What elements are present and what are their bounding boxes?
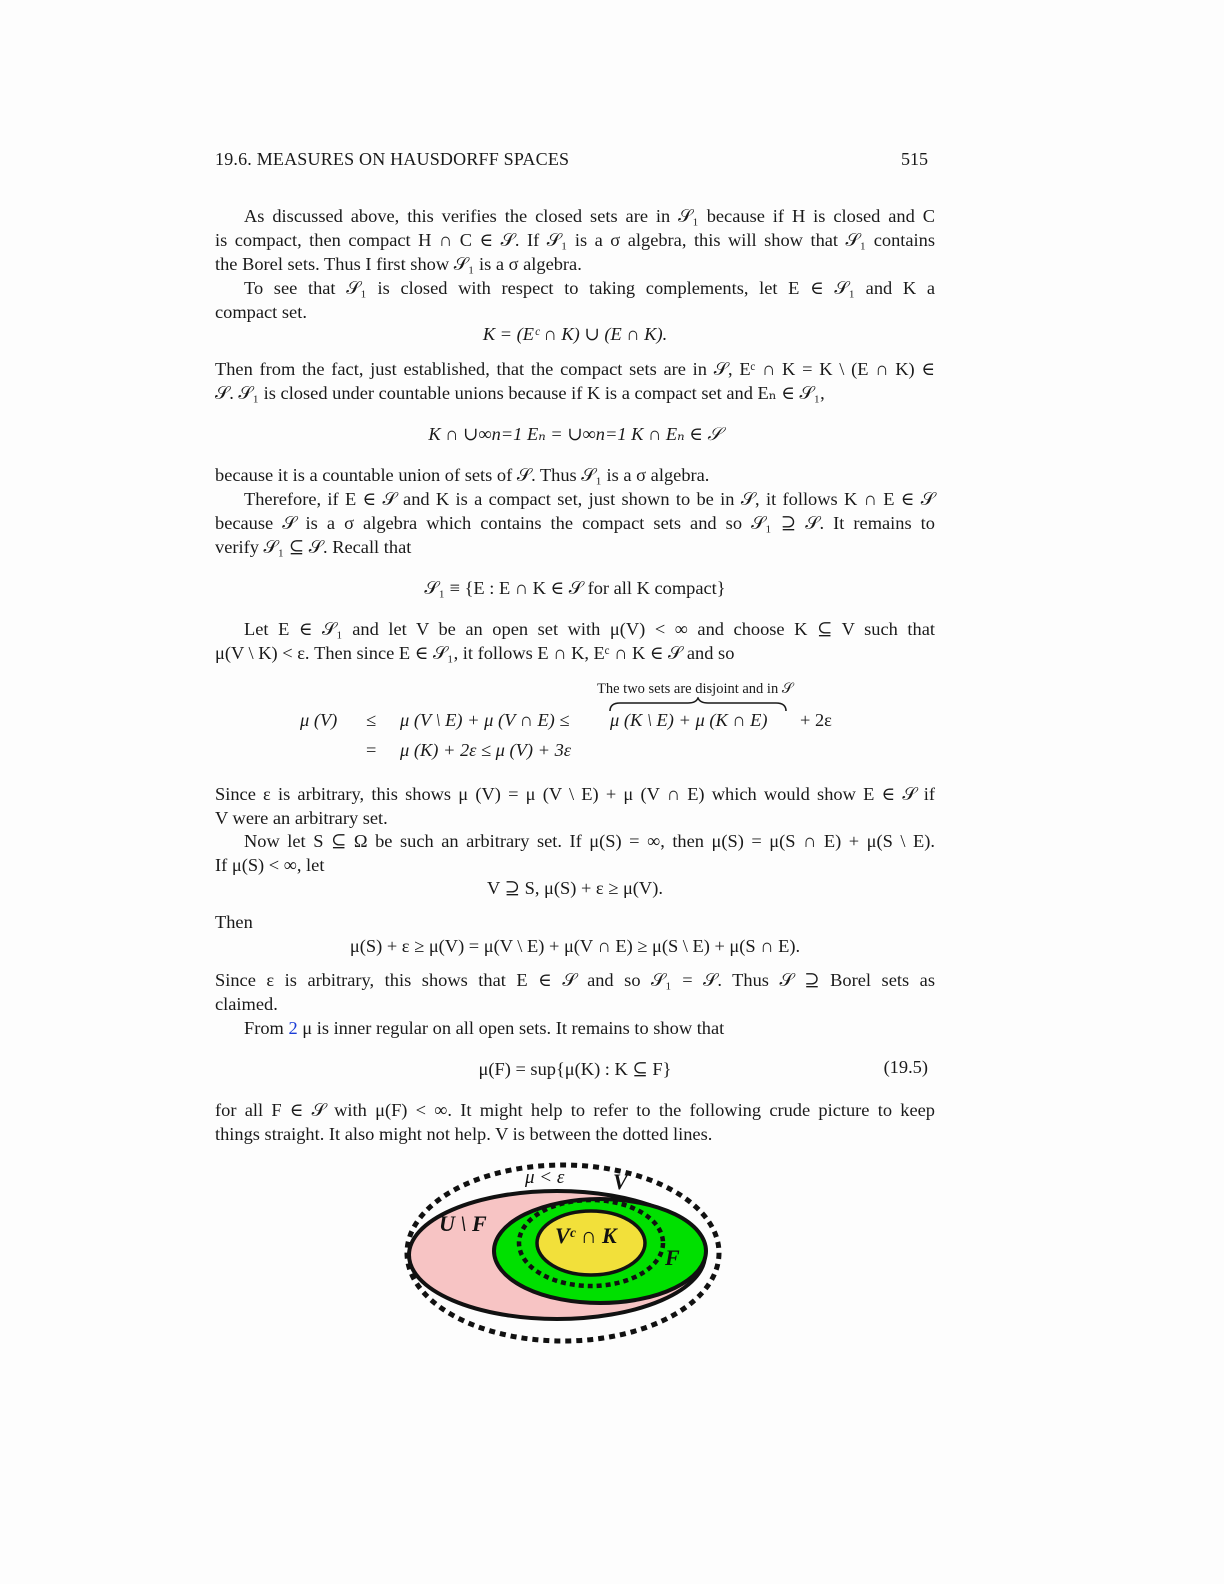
text-line: because it is a countable union of sets of 𝒮. Thus 𝒮₁ is a σ algebra. [215,465,710,485]
label-mu-less-eps: μ < ε [525,1167,565,1188]
align-expression: μ (V \ E) + μ (V ∩ E) ≤ [400,710,570,730]
label-F: F [665,1245,680,1270]
text-line: Then [215,912,253,932]
equation: μ(S) + ε ≥ μ(V) = μ(V \ E) + μ(V ∩ E) ≥ μ(S \ E) + μ(S ∩ E). [349,936,801,956]
text-line: μ(V \ K) < ε. Then since E ∈ 𝒮₁, it follows E ∩ K, Eᶜ ∩ K ∈ 𝒮 and so [215,643,735,663]
sets-diagram [395,1155,735,1350]
align-expression: μ (K) + 2ε ≤ μ (V) + 3ε [400,740,572,760]
text-line: From 2 μ is inner regular on all open sets. It remains to show that [244,1018,725,1038]
text-line: verify 𝒮₁ ⊆ 𝒮. Recall that [215,537,412,557]
align-lhs: μ (V) [300,710,338,730]
equation-number: (19.5) [883,1057,928,1077]
equation: μ(F) = sup{μ(K) : K ⊆ F} [478,1059,672,1079]
equation: V ⊇ S, μ(S) + ε ≥ μ(V). [487,878,663,898]
align-relation: = [366,740,377,760]
text-line: Now let S ⊆ Ω be such an arbitrary set. If μ(S) = ∞, then μ(S) = μ(S ∩ E) + μ(S \ E). [244,831,935,851]
text-line: To see that 𝒮₁ is closed with respect to taking complements, let E ∈ 𝒮₁ and K a [244,278,935,298]
text-line: Let E ∈ 𝒮₁ and let V be an open set with μ(V) < ∞ and choose K ⊆ V such that [244,619,935,639]
align-tail: + 2ε [800,710,832,730]
brace-note: The two sets are disjoint and in 𝒮 [597,681,794,697]
equation: K = (Eᶜ ∩ K) ∪ (E ∩ K). [482,324,668,344]
text-line: for all F ∈ 𝒮 with μ(F) < ∞. It might help to refer to the following crude picture to keep [215,1100,935,1120]
text-line: V were an arbitrary set. [215,808,388,828]
running-header-section: 19.6. MEASURES ON HAUSDORFF SPACES [215,149,570,169]
text-line: compact set. [215,302,307,322]
page-number: 515 [901,149,928,169]
braced-expression: μ (K \ E) + μ (K ∩ E) [610,710,768,730]
text-line: because 𝒮 is a σ algebra which contains the compact sets and so 𝒮₁ ⊇ 𝒮. It remains to [215,513,935,533]
align-relation: ≤ [366,710,377,730]
equation: K ∩ ∪∞n=1 Eₙ = ∪∞n=1 K ∩ Eₙ ∈ 𝒮 [428,424,722,444]
label-V: V [613,1169,628,1194]
text-line: As discussed above, this verifies the closed sets are in 𝒮₁ because if H is closed and C [244,206,935,226]
label-VC-cap-K: Vᶜ ∩ K [555,1223,617,1248]
text-line: things straight. It also might not help. V is between the dotted lines. [215,1124,713,1144]
equation: 𝒮₁ ≡ {E : E ∩ K ∈ 𝒮 for all K compact} [424,578,726,598]
text-line: the Borel sets. Thus I first show 𝒮₁ is a σ algebra. [215,254,582,274]
label-U-minus-F: U \ F [439,1211,487,1236]
reference-link[interactable]: 2 [288,1018,298,1038]
text-line: is compact, then compact H ∩ C ∈ 𝒮. If 𝒮₁ is a σ algebra, this will show that 𝒮₁ contains [215,230,935,250]
text-line: Then from the fact, just established, that the compact sets are in 𝒮, Eᶜ ∩ K = K \ (E ∩ K) ∈ [215,359,935,379]
text-line: 𝒮. 𝒮₁ is closed under countable unions because if K is a compact set and Eₙ ∈ 𝒮₁, [215,383,825,403]
text-line: Since ε is arbitrary, this shows that E ∈ 𝒮 and so 𝒮₁ = 𝒮. Thus 𝒮 ⊇ Borel sets as [215,970,935,990]
text-line: If μ(S) < ∞, let [215,855,325,875]
text-line: Since ε is arbitrary, this shows μ (V) = μ (V \ E) + μ (V ∩ E) which would show E ∈ 𝒮 if [215,784,935,804]
text-line: claimed. [215,994,278,1014]
text-line: Therefore, if E ∈ 𝒮 and K is a compact set, just shown to be in 𝒮, it follows K ∩ E ∈ 𝒮 [244,489,935,509]
